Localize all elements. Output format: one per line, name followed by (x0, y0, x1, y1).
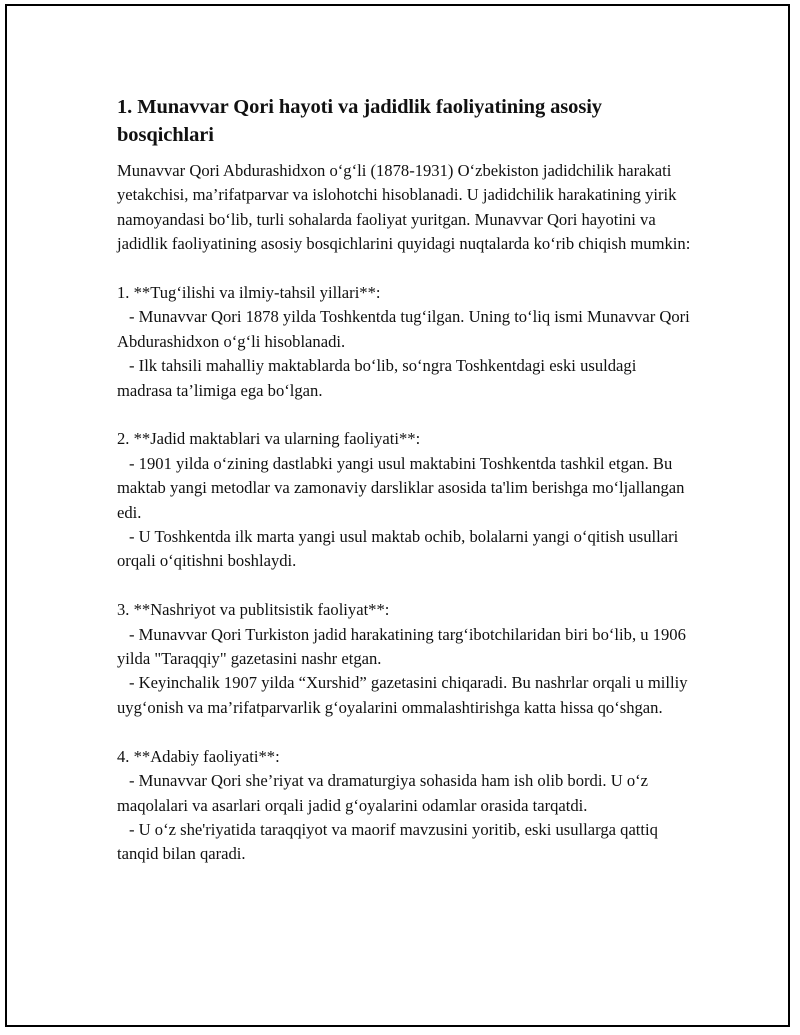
list-item-text: - Keyinchalik 1907 yilda “Xurshid” gazetasini chiqaradi. Bu nashrlar orqali u milliy uyg‘onish va ma’rifatparvarlik g‘oyalarini ommalashtirishga katta hissa qo‘shgan. (117, 673, 688, 717)
intro-paragraph: Munavvar Qori Abdurashidxon o‘g‘li (1878-1931) O‘zbekiston jadidchilik harakati yetakchisi, ma’rifatparvar va islohotchi hisoblanadi. U jadidchilik harakatining yirik namoyandasi bo‘lib, turli sohalarda faoliyat yuritgan. Munavvar Qori hayotini va jadidlik faoliyatining asosiy bosqichlarini quyidagi nuqtalarda ko‘rib chiqish mumkin: (117, 161, 691, 254)
list-item (117, 818, 692, 867)
list-item-text: - U o‘z she'riyatida taraqqiyot va maorif mavzusini yoritib, eski usullarga qattiq tanqid bilan qaradi. (117, 819, 658, 864)
list-item (117, 452, 692, 525)
list-item-text: - Munavvar Qori 1878 yilda Toshkentda tug‘ilgan. Uning to‘liq ismi Munavvar Qori Abdurashidxon o‘g‘li hisoblanadi. (117, 307, 690, 351)
document-body (117, 93, 692, 867)
list-item (117, 305, 692, 354)
list-item (117, 354, 692, 403)
document-title: 1. Munavvar Qori hayoti va jadidlik faoliyatining asosiy bosqichlari (117, 96, 602, 146)
section-literary (117, 745, 692, 867)
section-birth-education (117, 281, 692, 403)
list-item (117, 525, 692, 574)
section-publishing (117, 598, 692, 720)
section-jadid-schools (117, 427, 692, 573)
list-item (117, 671, 692, 720)
list-item (117, 769, 692, 818)
section-heading: 3. **Nashriyot va publitsistik faoliyat**: (117, 600, 390, 620)
list-item-text: - 1901 yilda o‘zining dastlabki yangi usul maktabini Toshkentda tashkil etgan. Bu maktab yangi metodlar va zamonaviy darsliklar asosida ta'lim berishga mo‘ljallangan edi. (117, 453, 685, 522)
list-item-text: - U Toshkentda ilk marta yangi usul maktab ochib, bolalarni yangi o‘qitish usullari orqali o‘qitishni boshlaydi. (117, 527, 679, 571)
list-item (117, 623, 692, 672)
section-heading: 2. **Jadid maktablari va ularning faoliyati**: (117, 429, 421, 449)
list-item-text: - Munavvar Qori she’riyat va dramaturgiya sohasida ham ish olib bordi. U o‘z maqolalari va asarlari orqali jadid g‘oyalarini odamlar orasida tarqatdi. (117, 771, 649, 815)
list-item-text: - Munavvar Qori Turkiston jadid harakatining targ‘ibotchilaridan biri bo‘lib, u 1906 yilda "Taraqqiy" gazetasini nashr etgan. (117, 624, 686, 669)
section-heading: 1. **Tug‘ilishi va ilmiy-tahsil yillari**: (117, 283, 381, 303)
section-heading: 4. **Adabiy faoliyati**: (117, 746, 280, 766)
list-item-text: - Ilk tahsili mahalliy maktablarda bo‘lib, so‘ngra Toshkentdagi eski usuldagi madrasa ta’limiga ega bo‘lgan. (117, 356, 637, 400)
